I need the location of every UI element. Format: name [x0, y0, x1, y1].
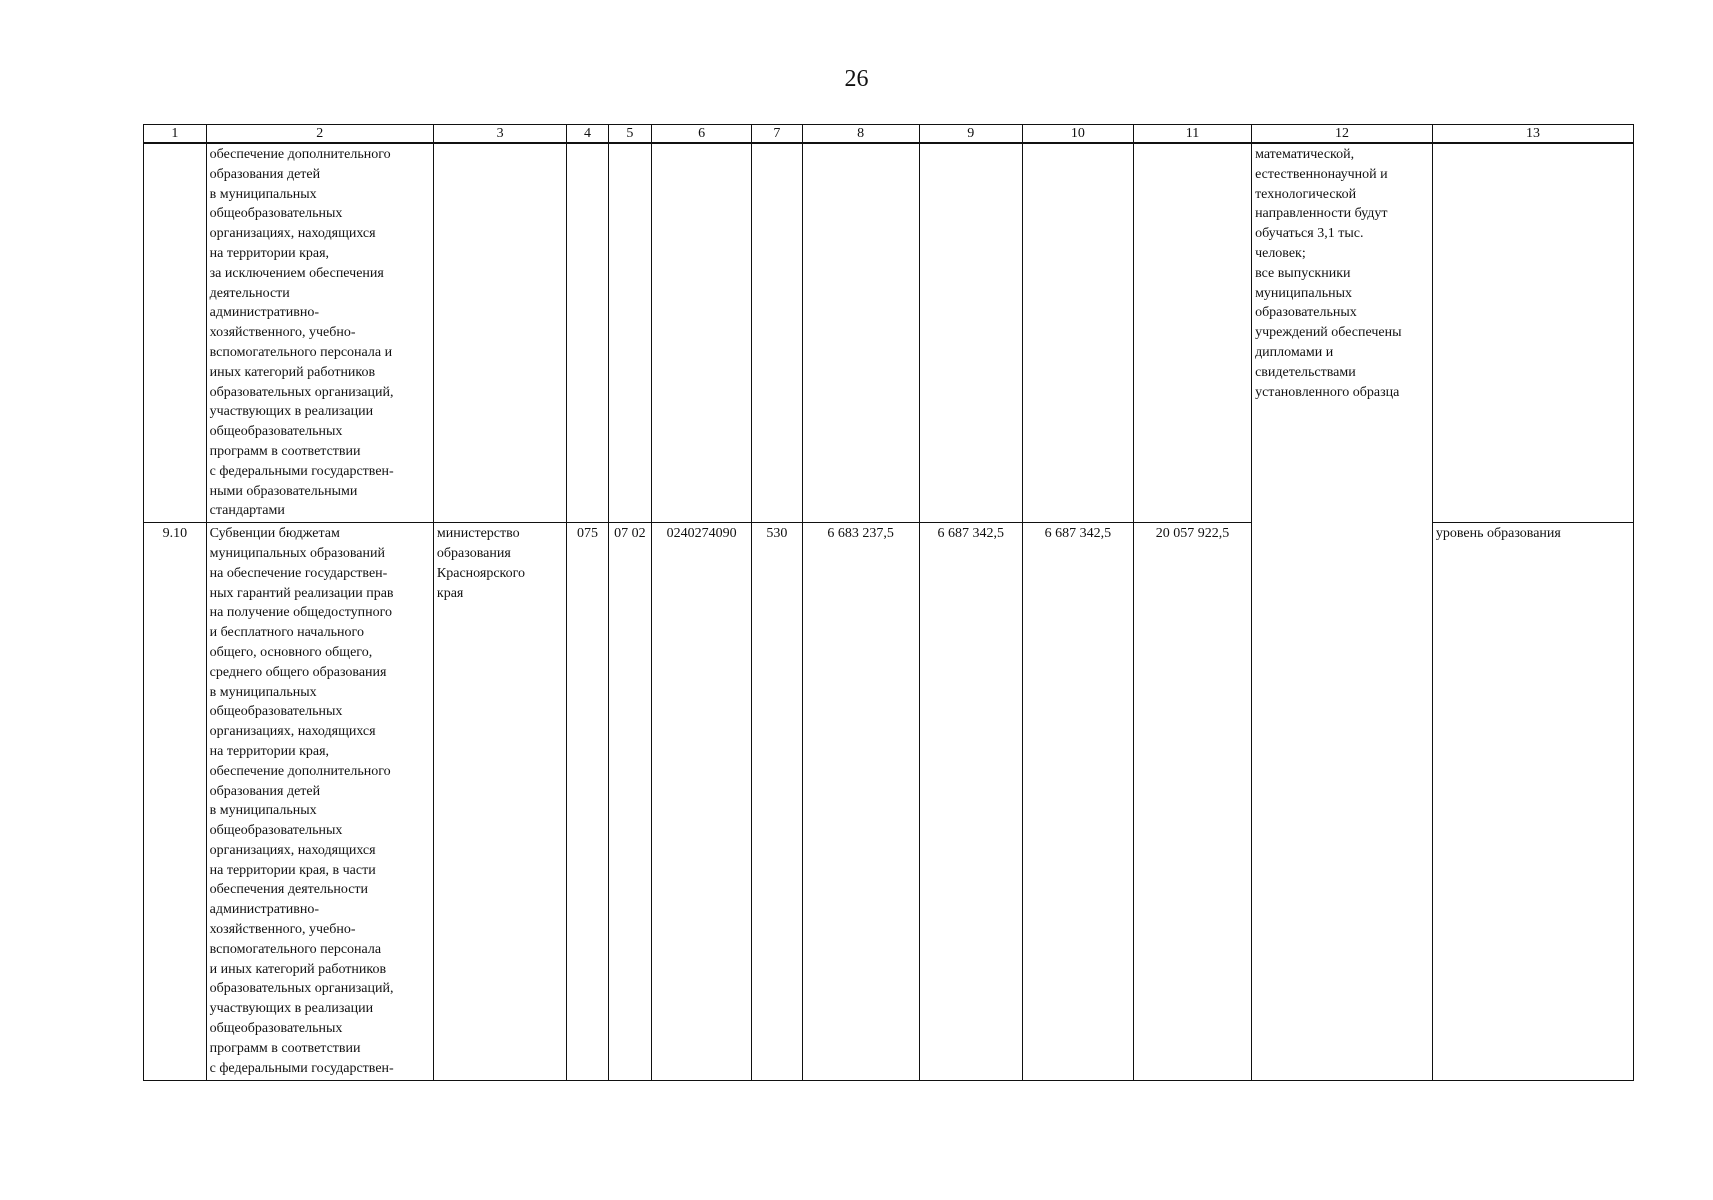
program-table: [143, 124, 1634, 1081]
cell-csr: 0240274090: [652, 523, 752, 1081]
col-header-5: 5: [608, 125, 651, 144]
cell-csr: [652, 143, 752, 523]
cell-number: [144, 143, 207, 523]
cell-number: 9.10: [144, 523, 207, 1081]
col-header-10: 10: [1022, 125, 1133, 144]
col-header-6: 6: [652, 125, 752, 144]
cell-total: [1133, 143, 1251, 523]
cell-description: Субвенции бюджетам муниципальных образований на обеспечение государствен- ных гарантий реализации прав на получение общедоступного и бесплатного начального общего, основного общего, среднего общего образования в муниципальных общеобразовательных организациях, находящихся на территории края, обеспечение дополнительного образования детей в муниципальных общеобразовательных организациях, находящихся на территории края, в части обеспечения деятельности административно- хозяйственного, учебно- вспомогательного персонала и иных категорий работников образовательных организаций, участвующих в реализации общеобразовательных программ в соответствии с федеральными государствен-: [206, 523, 433, 1081]
col-header-2: 2: [206, 125, 433, 144]
cell-year2: [919, 143, 1022, 523]
col-header-7: 7: [752, 125, 803, 144]
table-row-continuation: [144, 143, 1634, 523]
cell-year2: 6 687 342,5: [919, 523, 1022, 1081]
cell-year1: [802, 143, 919, 523]
cell-vr: [752, 143, 803, 523]
cell-indicator: [1432, 143, 1633, 523]
col-header-3: 3: [433, 125, 566, 144]
cell-year3: 6 687 342,5: [1022, 523, 1133, 1081]
header-row: [144, 125, 1634, 144]
col-header-8: 8: [802, 125, 919, 144]
cell-expected-result: математической, естественнонаучной и технологической направленности будут обучаться 3,1 тыс. человек; все выпускники муниципальных образовательных учреждений обеспечены дипломами и свидетельствами установленного образца: [1252, 143, 1433, 1081]
cell-grbs: 075: [567, 523, 608, 1081]
cell-total: 20 057 922,5: [1133, 523, 1251, 1081]
col-header-12: 12: [1252, 125, 1433, 144]
col-header-4: 4: [567, 125, 608, 144]
cell-description: обеспечение дополнительного образования детей в муниципальных общеобразовательных организациях, находящихся на территории края, за исключением обеспечения деятельности административно- хозяйственного, учебно- вспомогательного персонала и иных категорий работников образовательных организаций, участвующих в реализации общеобразовательных программ в соответствии с федеральными государствен- ными образовательными стандартами: [206, 143, 433, 523]
col-header-9: 9: [919, 125, 1022, 144]
page-number: 26: [844, 66, 869, 92]
cell-indicator: уровень образования: [1432, 523, 1633, 1081]
cell-rzpr: 07 02: [608, 523, 651, 1081]
cell-rzpr: [608, 143, 651, 523]
cell-executor: [433, 143, 566, 523]
cell-executor: министерство образования Красноярского края: [433, 523, 566, 1081]
col-header-11: 11: [1133, 125, 1251, 144]
cell-year1: 6 683 237,5: [802, 523, 919, 1081]
col-header-13: 13: [1432, 125, 1633, 144]
cell-year3: [1022, 143, 1133, 523]
cell-grbs: [567, 143, 608, 523]
cell-vr: 530: [752, 523, 803, 1081]
col-header-1: 1: [144, 125, 207, 144]
